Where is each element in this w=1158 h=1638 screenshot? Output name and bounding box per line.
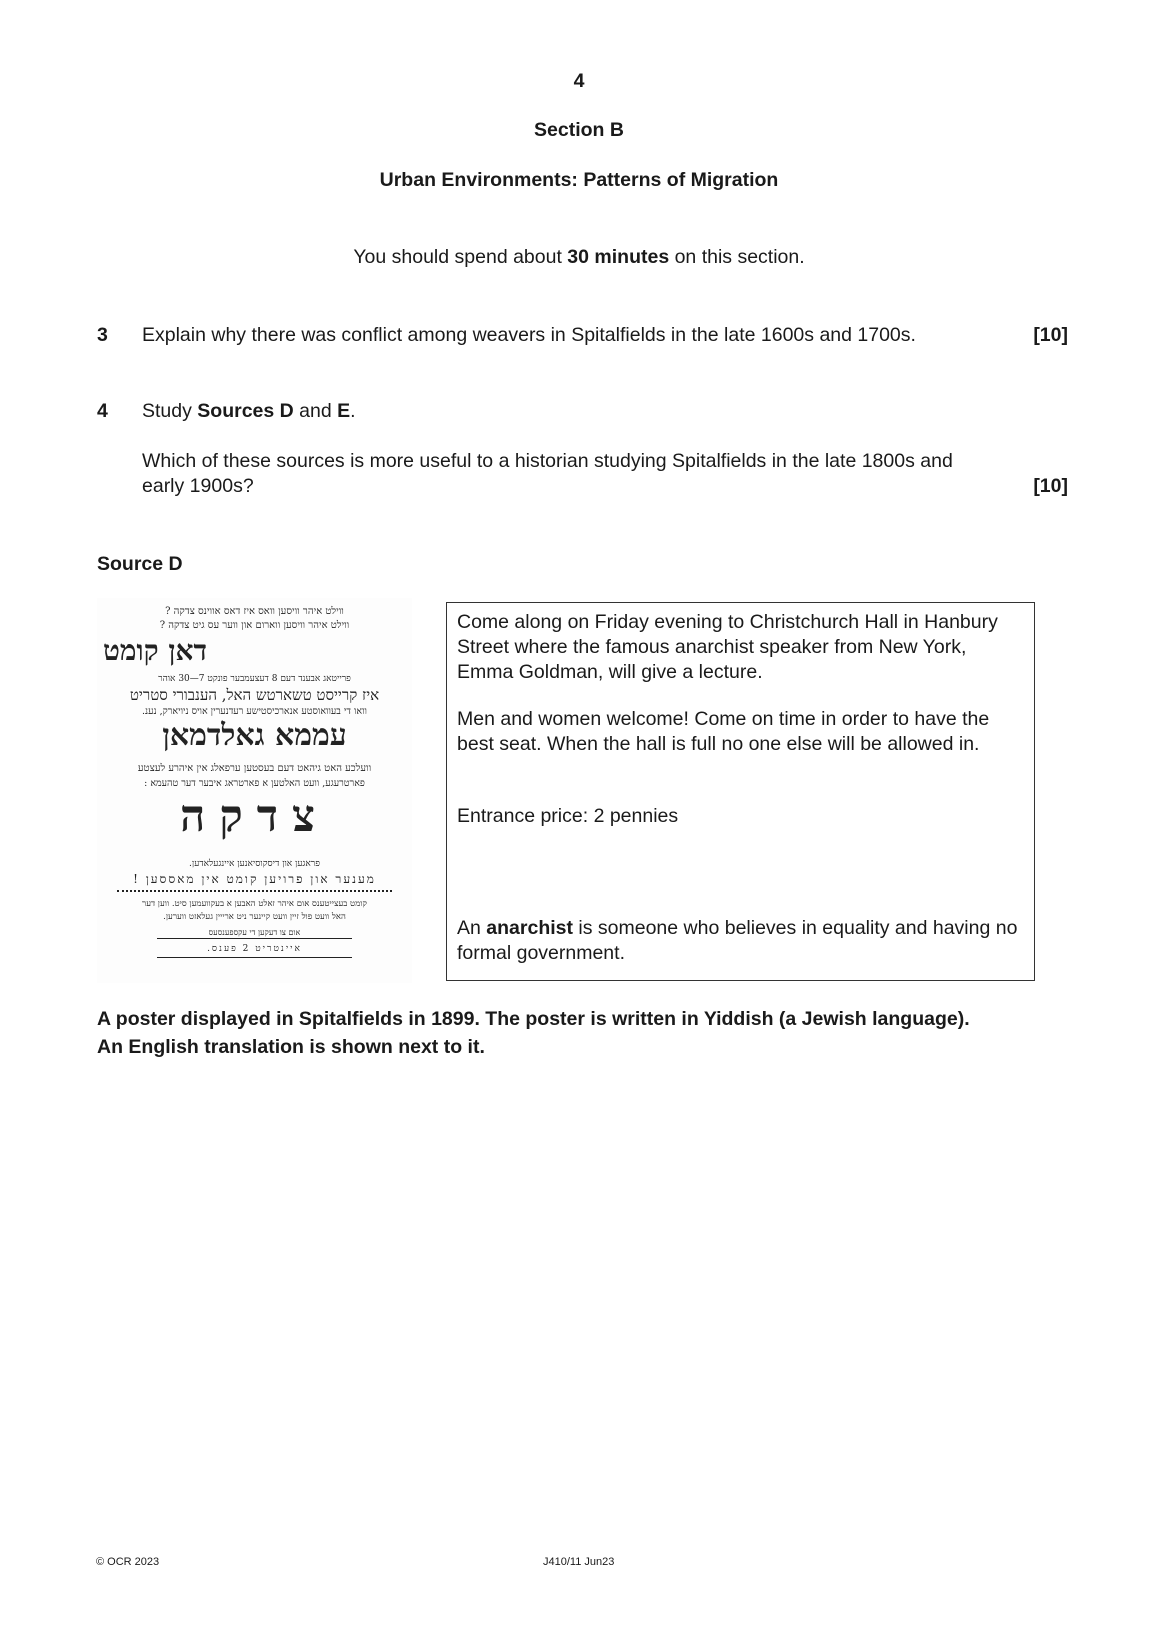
question-intro: [142, 399, 356, 424]
question-number: 3: [97, 324, 108, 346]
intro-and: and: [293, 400, 338, 422]
poster-line: קומט בעצייטענס אום איהר זאלט האבען א בעקוועמען סיט. ווען דער: [142, 899, 367, 909]
poster-line: ווילט איהר וויסען וואס איז דאס אווינס צדקה ?: [165, 606, 344, 617]
source-label: Source D: [97, 553, 183, 575]
gloss-definition: is someone who believes in equality and having no formal government.: [457, 917, 1018, 964]
poster-line: צדקה: [179, 791, 330, 842]
translation-paragraph-3: Entrance price: 2 pennies: [457, 805, 679, 827]
question-text: Explain why there was conflict among weavers in Spitalfields in the late 1600s and 1700s.: [142, 324, 916, 346]
poster-line: פראגען און דיסקוסיאנען איינגעלאדען.: [189, 859, 320, 869]
caption-line-2: An English translation is shown next to it.: [97, 1036, 485, 1058]
instruction-text: You should spend about: [353, 246, 568, 268]
translation-box: [446, 602, 1035, 981]
poster-line: אום צו דעקען די עקספענסעס: [208, 928, 301, 937]
poster-line: דאן קומט: [103, 634, 207, 667]
poster-line: איז קרייסט טשארטש האל, הענבורי סטריט: [129, 686, 380, 704]
intro-sources: Sources D: [197, 400, 294, 422]
gloss-text: An: [457, 917, 487, 939]
page-number: 4: [573, 70, 585, 92]
question-marks: [10]: [1033, 475, 1068, 497]
footer-paper-code: J410/11 Jun23: [543, 1556, 615, 1568]
caption-line-1: A poster displayed in Spitalfields in 1899. The poster is written in Yiddish (a Jewish language).: [97, 1008, 970, 1030]
poster-line: עממא גאלדמאן: [162, 718, 347, 753]
yiddish-poster-image: [97, 598, 412, 983]
anarchist-glossary: [457, 916, 1027, 966]
poster-divider: [157, 957, 352, 958]
intro-text: Study: [142, 400, 198, 422]
poster-line: איינטריט 2 פענס.: [207, 944, 302, 954]
section-title: Urban Environments: Patterns of Migration: [379, 169, 779, 191]
poster-line: פארטרעגע, וועט האלטען א פארטראג איבער דער טהעמא :: [144, 778, 365, 789]
intro-period: .: [350, 400, 356, 422]
poster-line: וואו די בעוואוסטע אנארכיסטישע רעדנערין אויס ניויארק, נענ.: [142, 706, 367, 717]
poster-line: ווילט איהר וויסען ווארום און ווער עס גיט צדקה ?: [159, 620, 350, 631]
poster-divider: [117, 890, 392, 892]
instruction-text-end: on this section.: [669, 246, 805, 268]
poster-line: וועלכע האט גיהאט דעם בעסטען ערפאלג אין איהרע לעצטע: [137, 763, 372, 774]
question-text-line1: Which of these sources is more useful to a historian studying Spitalfields in the late 1800s and: [142, 450, 953, 472]
translation-paragraph-1: Come along on Friday evening to Christchurch Hall in Hanbury Street where the famous anarchist speaker from New York, Emma Goldman, will give a lecture.: [457, 611, 998, 683]
question-marks: [10]: [1033, 324, 1068, 346]
gloss-term: anarchist: [486, 917, 573, 939]
poster-divider: [157, 938, 352, 939]
translation-paragraph-2: Men and women welcome! Come on time in order to have the best seat. When the hall is full no one else will be allowed in.: [457, 708, 990, 755]
footer-copyright: © OCR 2023: [96, 1556, 160, 1568]
time-instruction: [0, 245, 1158, 270]
question-number: 4: [97, 400, 108, 422]
poster-line: האל וועט פול זיין וועט קיינער ניט ארייין געלאזט ווערען.: [163, 912, 346, 922]
section-heading: Section B: [534, 119, 624, 141]
question-text-line2: early 1900s?: [142, 475, 254, 497]
intro-source-e: E: [337, 400, 351, 422]
instruction-time: 30 minutes: [567, 246, 670, 268]
poster-line: מענער און פרויען קומט אין מאססען !: [133, 872, 376, 886]
poster-line: פרייטאג אבענד דעם 8 דעצעמבער פונקט 7—30 אוהר: [158, 674, 351, 684]
